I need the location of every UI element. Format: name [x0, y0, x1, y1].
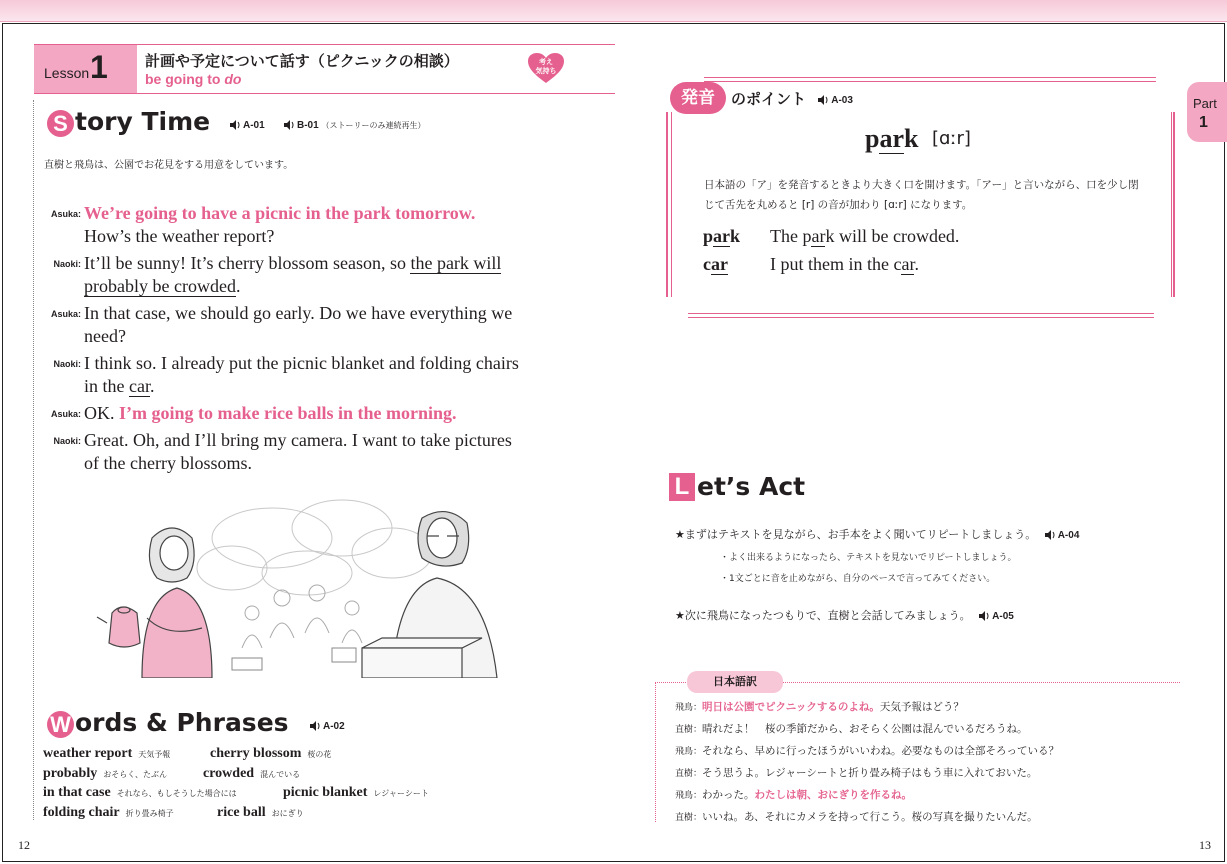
speaker-name: Asuka: [50, 409, 81, 419]
word-part: p [703, 226, 714, 246]
speaker-icon [309, 721, 321, 731]
heart-label-2: 気持ち [535, 67, 557, 75]
dialog-line [42, 352, 582, 398]
word-item [43, 746, 210, 762]
story-audio-2[interactable] [283, 120, 425, 131]
dialog-line [42, 302, 582, 348]
sentence-part: . [914, 254, 919, 274]
word-item [210, 746, 331, 762]
pron-target-word [865, 124, 918, 154]
word-row [43, 785, 603, 805]
translation-row [675, 721, 1175, 743]
speaker-name: Asuka: [50, 209, 81, 219]
translation-tag: 日本語訳 [687, 671, 783, 693]
act-title: et’s Act [697, 472, 806, 501]
speaker-name: 直樹： [675, 769, 703, 779]
word-en: rice ball [217, 804, 266, 820]
speaker-icon [1044, 530, 1056, 540]
translation-lines [675, 699, 1175, 831]
audio-id: A-05 [992, 611, 1014, 622]
pron-rule [688, 313, 1154, 314]
dialog-line [42, 252, 582, 298]
utterance-text: in the [84, 376, 129, 396]
pron-heading-text: のポイント [731, 90, 807, 108]
word-en: picnic blanket [283, 785, 368, 800]
heart-label [528, 58, 564, 76]
pron-rule [704, 81, 1156, 82]
translation-text: いいね。あ、それにカメラを持って行こう。桜の写真を撮りたいんだ。 [702, 811, 1038, 823]
speaker-name: 直樹： [675, 725, 703, 735]
sentence-part: k will be crowded. [825, 226, 960, 246]
audio-id: A-01 [243, 120, 265, 131]
key-phrase: わたしは朝、おにぎりを作るね。 [754, 789, 913, 801]
audio-id: A-02 [323, 721, 345, 732]
key-phrase: We’re going to have a picnic in the park tomorrow. [84, 203, 476, 223]
speaker-name: 飛鳥： [675, 747, 703, 757]
word-item [217, 805, 304, 821]
word-en: weather report [43, 746, 133, 761]
audio-id: A-03 [831, 95, 853, 106]
speaker-name: 飛鳥： [675, 791, 703, 801]
translation-text: 晴れだよ！ 桜の季節だから、おそらく公園は混んでいるだろうね。 [702, 723, 1028, 735]
heart-label-1: 考え [539, 58, 553, 66]
word-sound: ar [879, 124, 905, 153]
dialog [42, 202, 582, 479]
audio-note: （ストーリーのみ連続再生） [321, 121, 426, 130]
pron-description: 日本語の「ア」を発音するときより大きく口を開けます。「アー」と言いながら、口を少し閉じて舌先を丸めると [r] の音が加わり [ɑːr] になります。 [704, 179, 1139, 211]
word-en: folding chair [43, 804, 120, 820]
utterance [84, 252, 501, 298]
word-list [43, 746, 603, 824]
word-item [283, 785, 429, 801]
subtitle-plain: be going to [145, 71, 225, 87]
lesson-label: Lesson [44, 65, 90, 81]
word-item [203, 766, 300, 782]
word-sound: ar [711, 254, 728, 274]
utterance-text: I think so. I already put the picnic blanket and folding chairs [84, 353, 519, 373]
word-jp: レジャーシート [373, 789, 429, 798]
lesson-title: 計画や予定について話す（ピクニックの相談） [145, 52, 459, 70]
speaker-icon [978, 611, 990, 621]
speaker-name: Naoki: [53, 436, 81, 446]
utterance-text: need? [84, 326, 126, 346]
pron-audio[interactable] [817, 95, 853, 106]
lesson-label-box [34, 44, 137, 94]
part-tab [1187, 82, 1227, 142]
words-audio[interactable] [309, 721, 345, 732]
translation-row [675, 699, 1175, 721]
story-intro: 直樹と飛鳥は、公園でお花見をする用意をしています。 [44, 160, 294, 171]
instruction-text: ★まずはテキストを見ながら、お手本をよく聞いてリピートしましょう。 [675, 528, 1037, 541]
pron-badge: 発音 [670, 82, 726, 114]
subtitle-italic: do [224, 71, 242, 87]
page-number-right: 13 [1199, 838, 1211, 852]
utterance-text: How’s the weather report? [84, 226, 275, 246]
act-tip-2: ・1文ごとに音を止めながら、自分のペースで言ってみてください。 [720, 574, 996, 584]
word-en: in that case [43, 785, 111, 800]
word-jp: 混んでいる [260, 769, 301, 779]
picnic-illustration [92, 498, 520, 678]
dialog-line [42, 429, 582, 475]
sentence-part: I put them in the c [770, 254, 902, 274]
translation-text: そう思うよ。レジャーシートと折り畳み椅子はもう車に入れておいた。 [702, 767, 1038, 779]
act-tip-1: ・よく出来るようになったら、テキストを見ないでリピートしましょう。 [720, 553, 1017, 563]
translation-row [675, 809, 1175, 831]
utterance-text: OK. [84, 403, 119, 423]
speaker-name: 直樹： [675, 813, 703, 823]
translation-text: それなら、早めに行ったほうがいいわね。必要なものは全部そろっている？ [702, 745, 1060, 757]
words-badge: W [47, 711, 74, 738]
speaker-name: 飛鳥： [675, 703, 703, 713]
translation-row [675, 743, 1175, 765]
utterance-text: . [149, 376, 155, 396]
utterance-text: It’ll be sunny! It’s cherry blossom season, so [84, 253, 411, 273]
pron-example [703, 254, 919, 275]
dialog-line [42, 202, 582, 248]
utterance-text: . [235, 276, 241, 296]
pron-rule [704, 77, 1156, 78]
act-instruction-2 [675, 607, 1014, 623]
speaker-icon [283, 120, 295, 130]
story-audio-1[interactable] [229, 120, 265, 131]
word-part: k [904, 124, 919, 153]
lesson-number: 1 [90, 49, 108, 85]
top-band [0, 0, 1227, 22]
word-row [43, 766, 603, 786]
word-row [43, 805, 603, 825]
audio-id: B-01 [297, 120, 319, 131]
word-item [43, 766, 203, 782]
speaker-icon [817, 95, 829, 105]
translation-row [675, 787, 1175, 809]
word-item [43, 785, 283, 801]
underlined-text: probably be crowded [84, 276, 236, 296]
pron-heading [731, 88, 853, 109]
words-title: ords & Phrases [75, 708, 289, 737]
translation-row [675, 765, 1175, 787]
page-number-left: 12 [18, 838, 30, 852]
speaker-name: Asuka: [50, 309, 81, 319]
sentence-sound: ar [901, 254, 915, 274]
word-part: k [730, 226, 741, 246]
pron-ipa: [ɑːr] [932, 128, 971, 149]
utterance-text: of the cherry blossoms. [84, 453, 252, 473]
pron-example [703, 226, 959, 247]
word-en: crowded [203, 765, 255, 781]
part-label: Part [1193, 96, 1217, 111]
utterance [84, 202, 475, 248]
pron-rule [688, 317, 1154, 318]
underlined-text: car [129, 376, 150, 396]
example-word [703, 226, 770, 247]
utterance-text: In that case, we should go early. Do we have everything we [84, 303, 513, 323]
utterance [84, 302, 512, 348]
word-item [43, 805, 217, 821]
audio-id: A-04 [1057, 530, 1080, 541]
dialog-line [42, 402, 582, 425]
utterance [84, 402, 457, 425]
utterance [84, 352, 519, 398]
story-badge: S [47, 110, 74, 137]
sentence-sound: ar [811, 226, 826, 246]
instruction-text: ★次に飛鳥になったつもりで、直樹と会話してみましょう。 [675, 609, 971, 622]
key-phrase: I’m going to make rice balls in the morning. [119, 403, 457, 423]
word-jp: 天気予報 [138, 750, 171, 759]
word-jp: それなら、もしそうした場合には [116, 789, 237, 798]
speaker-icon [229, 120, 241, 130]
underlined-text: the park will [410, 253, 502, 273]
speaker-name: Naoki: [53, 359, 81, 369]
act-audio-2[interactable] [978, 611, 1014, 622]
act-instruction-1 [675, 526, 1079, 542]
word-part: p [865, 124, 880, 153]
word-jp: おにぎり [271, 808, 304, 818]
lesson-subtitle [145, 71, 241, 87]
translation-text: わかった。 [702, 789, 755, 801]
key-phrase: 明日は公園でピクニックするのよね。 [702, 701, 880, 713]
word-sound: ar [713, 226, 731, 246]
word-jp: 桜の花 [307, 750, 332, 759]
part-number: 1 [1199, 114, 1208, 131]
word-en: probably [43, 765, 98, 781]
utterance-text: Great. Oh, and I’ll bring my camera. I want to take pictures [84, 430, 512, 450]
act-audio-1[interactable] [1044, 530, 1080, 541]
left-dotted-rule [33, 100, 34, 820]
speaker-name: Naoki: [53, 259, 81, 269]
word-jp: おそらく、たぶん [103, 769, 168, 779]
sentence-part: The p [770, 226, 812, 246]
translation-text: 天気予報はどう？ [879, 701, 964, 713]
act-badge: L [669, 473, 695, 501]
story-title: tory Time [75, 107, 211, 136]
utterance [84, 429, 512, 475]
word-en: cherry blossom [210, 746, 302, 761]
word-jp: 折り畳み椅子 [125, 808, 174, 818]
word-part: c [703, 254, 711, 274]
word-row [43, 746, 603, 766]
example-word [703, 254, 770, 275]
